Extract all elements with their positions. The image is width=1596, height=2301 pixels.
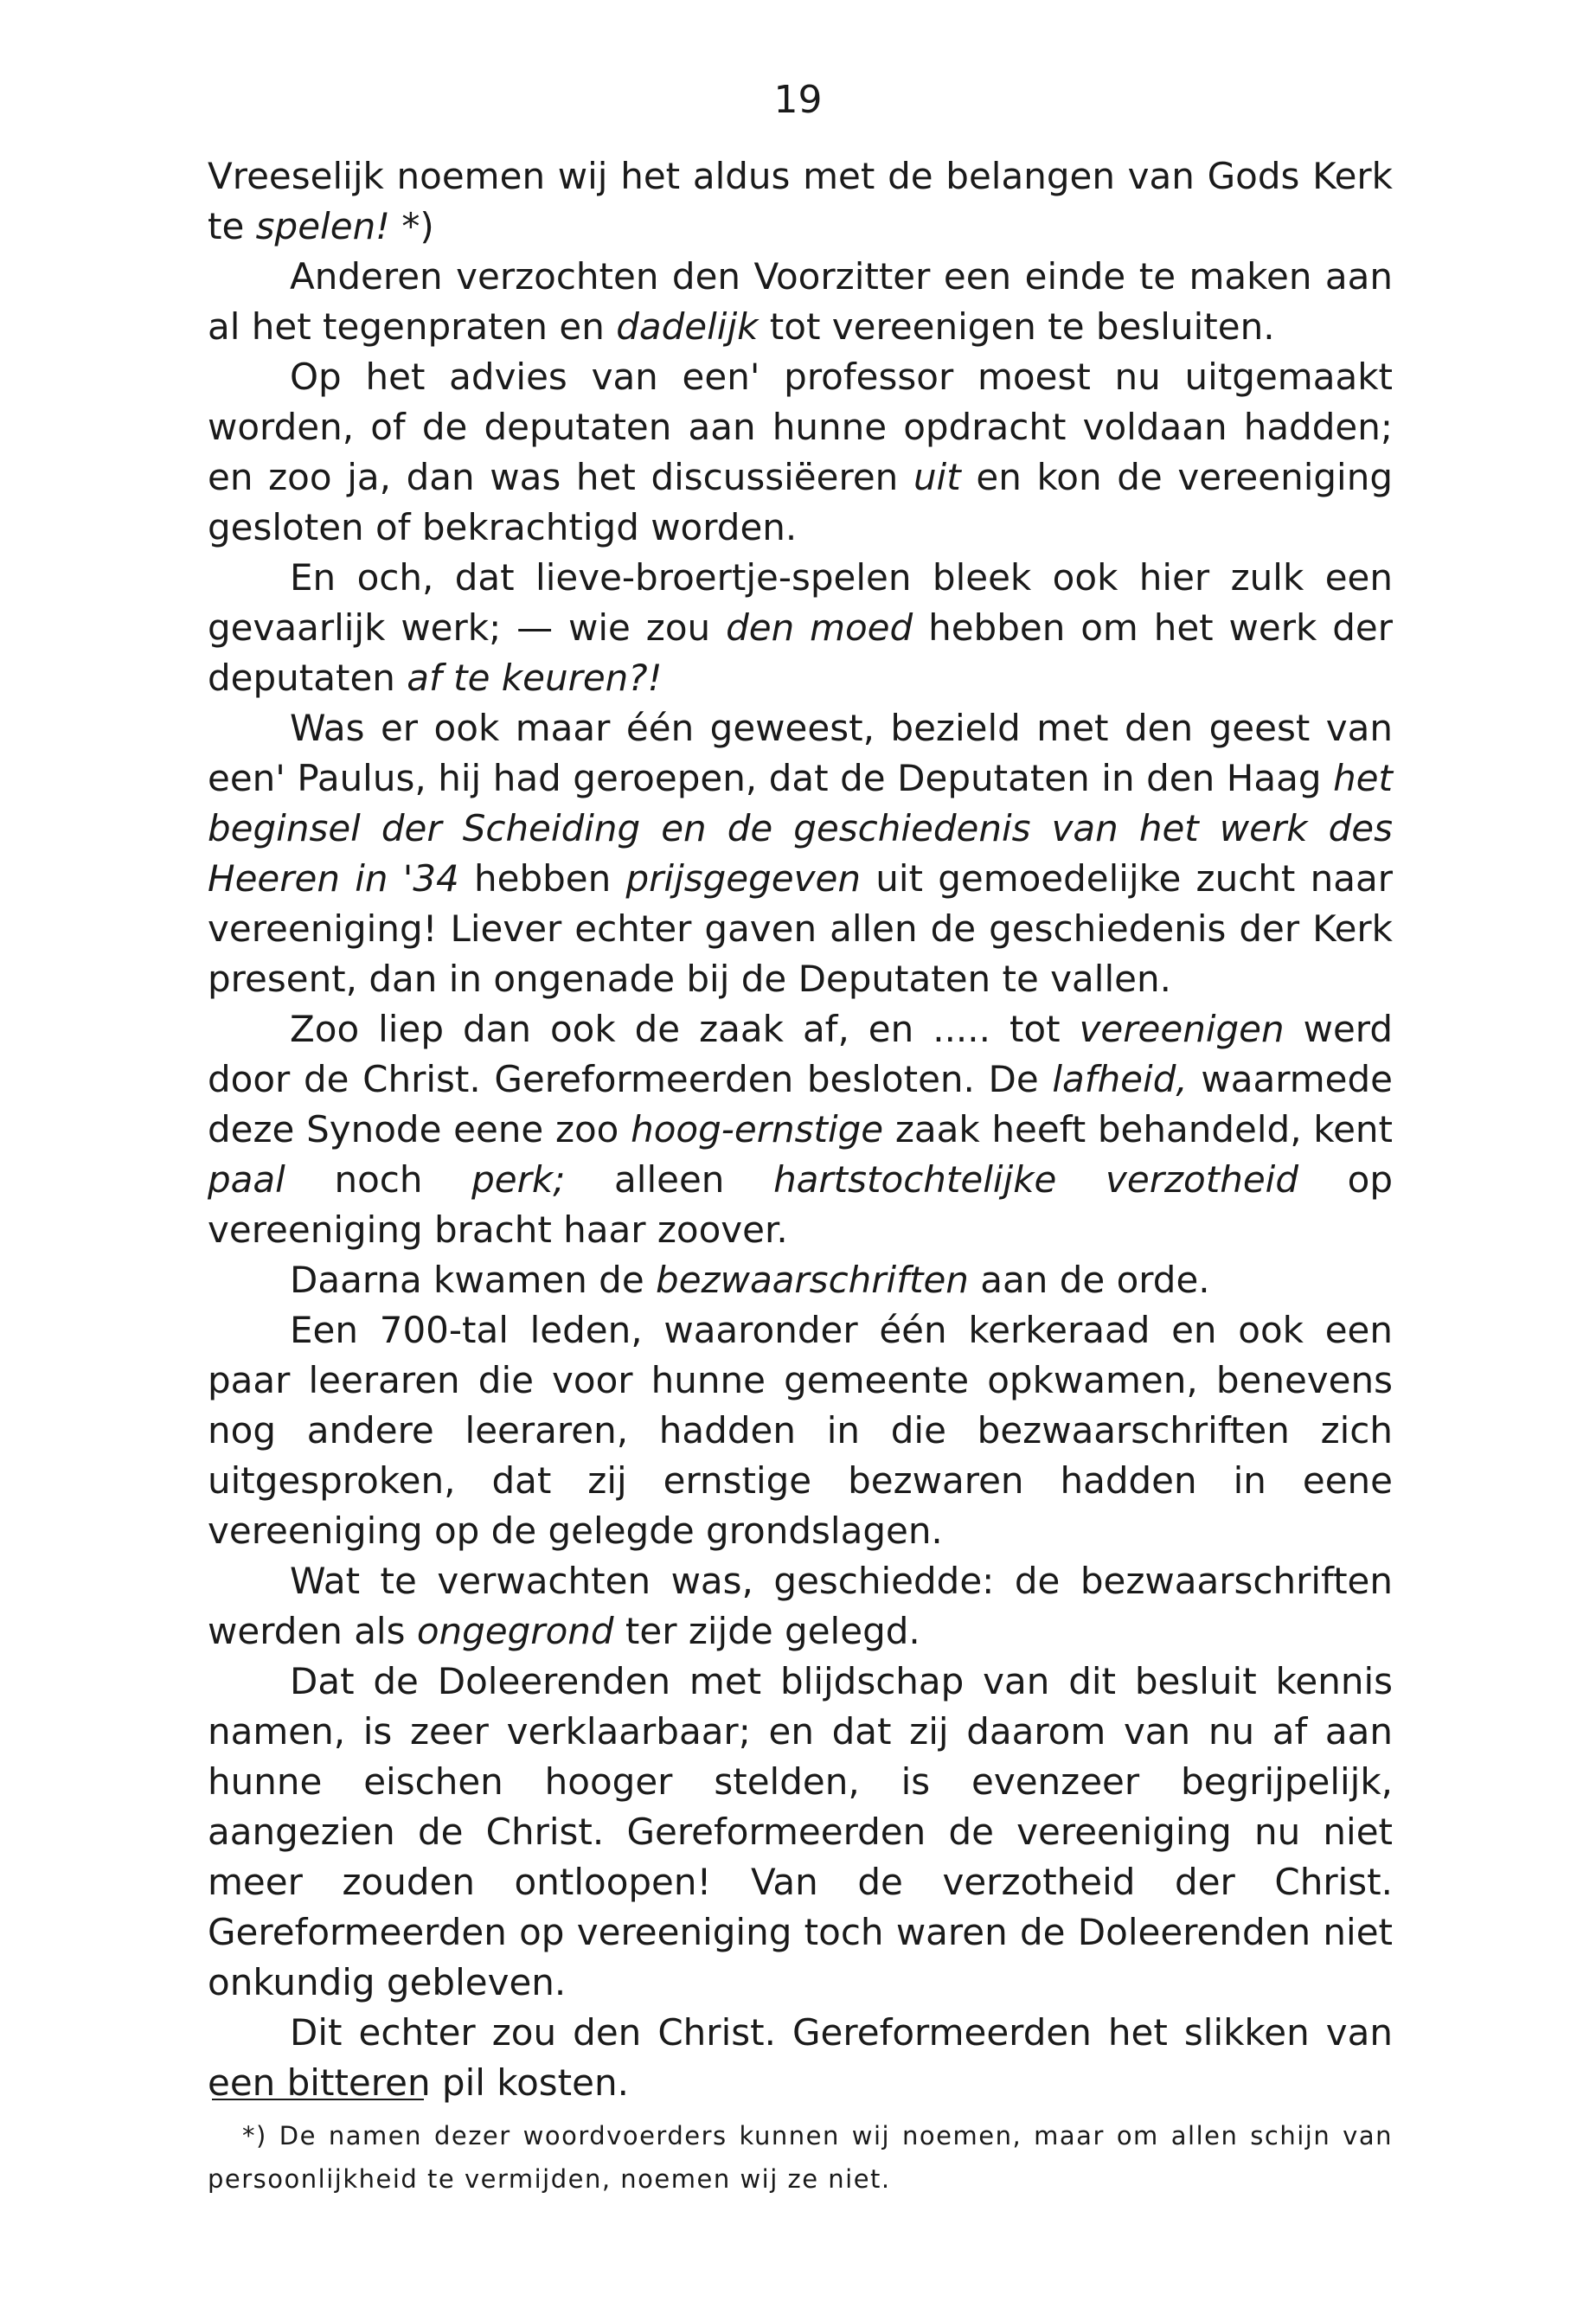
emphasis-text: het beginsel der Scheiding en de geschiedenis van het werk des Heeren in '34 xyxy=(208,757,1393,900)
paragraph xyxy=(208,1657,1393,2008)
text-run: Een 700-tal leden, waaronder één kerkeraad en ook een paar leeraren die voor hunne gemeente opkwamen, benevens nog andere leeraren, hadden in die bezwaarschriften zich uitgesproken, dat zij ernstige bezwaren hadden in eene vereeniging op de gelegde grondslagen. xyxy=(208,1309,1393,1552)
emphasis-text: ongegrond xyxy=(416,1610,614,1652)
text-run: Was er ook maar één geweest, bezield met den geest van een' Paulus, hij had geroepen, dat de Deputaten in den Haag xyxy=(208,707,1393,799)
footnote-divider xyxy=(212,2099,424,2100)
emphasis-text: hartstochtelijke verzotheid xyxy=(773,1158,1298,1201)
emphasis-text: lafheid, xyxy=(1052,1058,1188,1100)
text-run: ter zijde gelegd. xyxy=(613,1610,920,1652)
page-number: 19 xyxy=(773,78,823,122)
text-run: Dat de Doleerenden met blijdschap van dit besluit kennis namen, is zeer verklaarbaar; en dat zij daarom van nu af aan hunne eischen hooger stelden, is evenzeer begrijpelijk, aangezien de Christ. Gereformeerden de vereeniging nu niet meer zouden ontloopen! Van de verzotheid der Christ. Gereformeerden op vereeniging toch waren de Doleerenden niet onkundig gebleven. xyxy=(208,1660,1393,2003)
emphasis-text: hoog-ernstige xyxy=(631,1108,884,1150)
text-run: Daarna kwamen de xyxy=(290,1259,657,1301)
text-run: waarmede deze Synode eene zoo xyxy=(208,1058,1393,1150)
text-run: hebben xyxy=(458,857,626,900)
emphasis-text: uit xyxy=(913,456,961,498)
text-run: Wat te verwachten was, geschiedde: de bezwaarschriften werden als xyxy=(208,1560,1393,1652)
text-run: op vereeniging bracht haar zoover. xyxy=(208,1158,1394,1251)
paragraph xyxy=(208,1556,1393,1657)
paragraph xyxy=(208,703,1393,1004)
paragraph xyxy=(208,1255,1393,1305)
text-run: zaak heeft behandeld, kent xyxy=(883,1108,1393,1150)
text-run: noch xyxy=(285,1158,472,1201)
text-run: Anderen verzochten den Voorzitter een einde te maken aan al het tegenpraten en xyxy=(208,255,1393,348)
text-run: Zoo liep dan ook de zaak af, en ..... tot xyxy=(290,1008,1080,1050)
text-run: uit gemoedelijke zucht naar vereeniging! Liever echter gaven allen de geschiedenis der Kerk present, dan in ongenade bij de Deputaten te vallen. xyxy=(208,857,1393,1000)
text-run: *) xyxy=(390,205,434,247)
emphasis-text: prijsgegeven xyxy=(625,857,861,900)
text-run: Op het advies van een' professor moest nu uitgemaakt worden, of de deputaten aan hunne opdracht voldaan hadden; en zoo ja, dan was het discussiëeren xyxy=(208,356,1393,498)
footnote: *) De namen dezer woordvoerders kunnen wij noemen, maar om allen schijn van persoonlijkheid te vermijden, noemen wij ze niet. xyxy=(208,2121,1393,2194)
emphasis-text: perk; xyxy=(471,1158,566,1201)
paragraph xyxy=(208,2008,1393,2108)
emphasis-text: bezwaarschriften xyxy=(656,1259,969,1301)
emphasis-text: paal xyxy=(208,1158,285,1201)
text-run: Vreeselijk noemen wij het aldus met de belangen van Gods Kerk te xyxy=(208,155,1393,247)
emphasis-text: den moed xyxy=(726,606,913,649)
paragraph xyxy=(208,151,1393,252)
text-run: werd door de Christ. Gereformeerden besloten. De xyxy=(208,1008,1393,1100)
body-text xyxy=(208,151,1393,2108)
paragraph xyxy=(208,553,1393,703)
text-run: En och, dat lieve-broertje-spelen bleek ook hier zulk een gevaarlijk werk; — wie zou xyxy=(208,556,1393,649)
paragraph xyxy=(208,252,1393,352)
emphasis-text: spelen! xyxy=(255,205,391,247)
emphasis-text: dadelijk xyxy=(616,305,759,348)
text-run: hebben om het werk der deputaten xyxy=(208,606,1393,699)
emphasis-text: af te keuren?! xyxy=(407,657,663,699)
paragraph xyxy=(208,352,1393,553)
paragraph xyxy=(208,1305,1393,1556)
text-run: alleen xyxy=(565,1158,774,1201)
paragraph xyxy=(208,1004,1393,1255)
text-run: en kon de vereeniging gesloten of bekrachtigd worden. xyxy=(208,456,1394,548)
footnotes xyxy=(208,2114,1393,2201)
text-run: Dit echter zou den Christ. Gereformeerden het slikken van een bitteren pil kosten. xyxy=(208,2011,1393,2104)
text-run: aan de orde. xyxy=(968,1259,1210,1301)
emphasis-text: vereenigen xyxy=(1079,1008,1285,1050)
text-run: tot vereenigen te besluiten. xyxy=(758,305,1275,348)
